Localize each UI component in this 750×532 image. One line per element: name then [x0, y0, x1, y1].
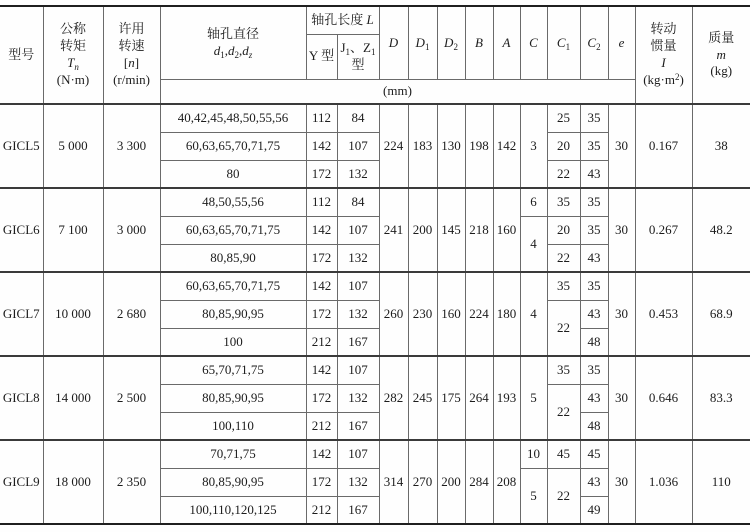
dim-D2-cell: 200	[437, 440, 465, 524]
len-jz-cell: 167	[337, 328, 379, 356]
speed-unit: (r/min)	[113, 71, 150, 87]
dim-C1-cell: 20	[547, 216, 580, 244]
bore-dia-cell: 70,71,75	[160, 440, 306, 468]
len-y-cell: 142	[306, 356, 337, 384]
torque-unit: (N·m)	[56, 71, 90, 87]
len-jz-cell: 107	[337, 216, 379, 244]
dim-C1-cell: 45	[547, 440, 580, 468]
model-cell: GICL7	[0, 272, 43, 356]
model-cell: GICL9	[0, 440, 43, 524]
col-header-D: D	[379, 6, 408, 79]
dim-C1-cell: 22	[547, 468, 580, 524]
dim-D-cell: 241	[379, 188, 408, 272]
torque-symbol: $T_n$	[67, 55, 79, 72]
dim-C1-cell: 25	[547, 104, 580, 132]
dim-C2-cell: 43	[580, 300, 608, 328]
speed-cell: 3 000	[103, 188, 160, 272]
bore-dia-cell: 80,85,90,95	[160, 384, 306, 412]
dim-C1-cell: 20	[547, 132, 580, 160]
len-jz-cell: 107	[337, 440, 379, 468]
dim-C-cell: 6	[520, 188, 547, 216]
dim-D2-cell: 130	[437, 104, 465, 188]
mass-cell: 68.9	[692, 272, 750, 356]
dim-D1-cell: 230	[408, 272, 437, 356]
len-jz-cell: 107	[337, 132, 379, 160]
dim-e-cell: 30	[608, 188, 635, 272]
len-jz-cell: 167	[337, 496, 379, 524]
dim-C-cell: 4	[520, 216, 547, 272]
bore-dia-cell: 40,42,45,48,50,55,56	[160, 104, 306, 132]
col-header-e: e	[608, 6, 635, 79]
len-y-cell: 212	[306, 328, 337, 356]
col-header-C1: $C_1$	[547, 6, 580, 79]
len-y-cell: 172	[306, 300, 337, 328]
dim-C-cell: 3	[520, 104, 547, 188]
len-jz-cell: 84	[337, 104, 379, 132]
len-y-cell: 112	[306, 104, 337, 132]
bore-dia-symbols: $d_1,d_2,d_z$	[213, 42, 253, 60]
bore-dia-cell: 65,70,71,75	[160, 356, 306, 384]
dim-D1-cell: 183	[408, 104, 437, 188]
col-header-D1: $D_1$	[408, 6, 437, 79]
speed-cell: 3 300	[103, 104, 160, 188]
bore-dia-cell: 100	[160, 328, 306, 356]
col-header-speed	[103, 6, 160, 104]
speed-label-line2: 转速	[118, 38, 145, 54]
dim-D-cell: 282	[379, 356, 408, 440]
mass-unit: (kg)	[710, 63, 733, 79]
dim-C2-cell: 49	[580, 496, 608, 524]
bore-dia-cell: 48,50,55,56	[160, 188, 306, 216]
col-header-bore-diameter	[160, 6, 306, 79]
speed-cell: 2 500	[103, 356, 160, 440]
torque-label-line2: 转矩	[59, 38, 86, 54]
torque-cell: 5 000	[43, 104, 103, 188]
len-y-cell: 142	[306, 216, 337, 244]
dim-C1-cell: 35	[547, 356, 580, 384]
dim-C2-cell: 35	[580, 104, 608, 132]
mass-cell: 110	[692, 440, 750, 524]
dim-C1-cell: 35	[547, 188, 580, 216]
col-header-bore-length: 轴孔长度 L	[306, 6, 379, 34]
bore-dia-cell: 80	[160, 160, 306, 188]
dim-C2-cell: 35	[580, 216, 608, 244]
len-jz-cell: 132	[337, 160, 379, 188]
col-header-B: B	[465, 6, 493, 79]
speed-cell: 2 680	[103, 272, 160, 356]
torque-cell: 7 100	[43, 188, 103, 272]
dim-C1-cell: 22	[547, 384, 580, 440]
dim-C1-cell: 22	[547, 300, 580, 356]
len-y-cell: 112	[306, 188, 337, 216]
col-header-D2: $D_2$	[437, 6, 465, 79]
dim-C2-cell: 35	[580, 356, 608, 384]
inertia-cell: 0.167	[635, 104, 692, 188]
len-y-cell: 212	[306, 496, 337, 524]
dim-C-cell: 10	[520, 440, 547, 468]
len-y-cell: 172	[306, 244, 337, 272]
dim-D1-cell: 245	[408, 356, 437, 440]
dim-C2-cell: 35	[580, 132, 608, 160]
dim-D2-cell: 175	[437, 356, 465, 440]
col-header-torque	[43, 6, 103, 104]
inertia-symbol: I	[661, 55, 666, 70]
col-header-A: A	[493, 6, 520, 79]
dim-C2-cell: 43	[580, 384, 608, 412]
bore-dia-cell: 80,85,90,95	[160, 300, 306, 328]
len-jz-cell: 132	[337, 384, 379, 412]
len-y-cell: 142	[306, 132, 337, 160]
speed-label-line1: 许用	[118, 21, 145, 37]
len-y-cell: 212	[306, 412, 337, 440]
mass-cell: 48.2	[692, 188, 750, 272]
col-header-j1z1-type: $J_1$、$Z_1$ 型	[337, 34, 379, 79]
dim-e-cell: 30	[608, 104, 635, 188]
bore-dia-cell: 60,63,65,70,71,75	[160, 132, 306, 160]
inertia-unit: $(kg\cdot m^2)$	[643, 71, 684, 87]
torque-label-line1: 公称	[59, 21, 86, 37]
len-y-cell: 172	[306, 384, 337, 412]
dim-D2-cell: 160	[437, 272, 465, 356]
dim-C2-cell: 48	[580, 328, 608, 356]
len-jz-cell: 107	[337, 272, 379, 300]
len-y-cell: 172	[306, 468, 337, 496]
dim-B-cell: 198	[465, 104, 493, 188]
inertia-label-line2: 惯量	[650, 38, 677, 54]
dim-C2-cell: 43	[580, 160, 608, 188]
mass-cell: 38	[692, 104, 750, 188]
dim-D1-cell: 270	[408, 440, 437, 524]
dim-B-cell: 264	[465, 356, 493, 440]
dim-C1-cell: 35	[547, 272, 580, 300]
dim-C2-cell: 43	[580, 468, 608, 496]
bore-dia-cell: 60,63,65,70,71,75	[160, 272, 306, 300]
inertia-cell: 1.036	[635, 440, 692, 524]
bore-dia-cell: 100,110,120,125	[160, 496, 306, 524]
len-jz-cell: 107	[337, 356, 379, 384]
dim-C-cell: 5	[520, 356, 547, 440]
dim-B-cell: 224	[465, 272, 493, 356]
len-jz-cell: 84	[337, 188, 379, 216]
col-header-mass	[692, 6, 750, 104]
dim-C2-cell: 45	[580, 440, 608, 468]
unit-mm-cell: (mm)	[160, 79, 635, 104]
len-jz-cell: 167	[337, 412, 379, 440]
dim-A-cell: 142	[493, 104, 520, 188]
dim-C2-cell: 48	[580, 412, 608, 440]
dim-C1-cell: 22	[547, 160, 580, 188]
col-header-C: C	[520, 6, 547, 79]
inertia-label-line1: 转动	[650, 21, 677, 37]
torque-cell: 10 000	[43, 272, 103, 356]
col-header-C2: $C_2$	[580, 6, 608, 79]
dim-B-cell: 218	[465, 188, 493, 272]
bore-dia-label: 轴孔直径	[206, 25, 259, 41]
torque-cell: 14 000	[43, 356, 103, 440]
dim-D-cell: 260	[379, 272, 408, 356]
dim-B-cell: 284	[465, 440, 493, 524]
col-header-inertia	[635, 6, 692, 104]
bore-dia-cell: 80,85,90	[160, 244, 306, 272]
bore-dia-cell: 60,63,65,70,71,75	[160, 216, 306, 244]
len-jz-cell: 132	[337, 244, 379, 272]
col-header-y-type: Y 型	[306, 34, 337, 79]
bore-dia-cell: 80,85,90,95	[160, 468, 306, 496]
col-header-model: 型号	[0, 6, 43, 104]
mass-label: 质量	[708, 29, 735, 45]
len-jz-cell: 132	[337, 300, 379, 328]
len-jz-cell: 132	[337, 468, 379, 496]
dim-D-cell: 314	[379, 440, 408, 524]
len-y-cell: 142	[306, 272, 337, 300]
dim-C2-cell: 35	[580, 188, 608, 216]
inertia-cell: 0.267	[635, 188, 692, 272]
dim-C-cell: 5	[520, 468, 547, 524]
speed-cell: 2 350	[103, 440, 160, 524]
mass-cell: 83.3	[692, 356, 750, 440]
dim-D1-cell: 200	[408, 188, 437, 272]
dim-A-cell: 208	[493, 440, 520, 524]
dim-C2-cell: 35	[580, 272, 608, 300]
dim-D2-cell: 145	[437, 188, 465, 272]
model-cell: GICL5	[0, 104, 43, 188]
dim-A-cell: 193	[493, 356, 520, 440]
model-cell: GICL6	[0, 188, 43, 272]
speed-symbol: [n]	[123, 55, 140, 70]
dim-e-cell: 30	[608, 272, 635, 356]
dim-C1-cell: 22	[547, 244, 580, 272]
torque-cell: 18 000	[43, 440, 103, 524]
model-cell: GICL8	[0, 356, 43, 440]
dim-A-cell: 180	[493, 272, 520, 356]
inertia-cell: 0.646	[635, 356, 692, 440]
dim-D-cell: 224	[379, 104, 408, 188]
dim-e-cell: 30	[608, 356, 635, 440]
dim-A-cell: 160	[493, 188, 520, 272]
coupling-spec-table	[0, 5, 750, 525]
mass-symbol: m	[716, 46, 726, 62]
len-y-cell: 142	[306, 440, 337, 468]
inertia-cell: 0.453	[635, 272, 692, 356]
bore-dia-cell: 100,110	[160, 412, 306, 440]
dim-C-cell: 4	[520, 272, 547, 356]
dim-C2-cell: 43	[580, 244, 608, 272]
dim-e-cell: 30	[608, 440, 635, 524]
len-y-cell: 172	[306, 160, 337, 188]
